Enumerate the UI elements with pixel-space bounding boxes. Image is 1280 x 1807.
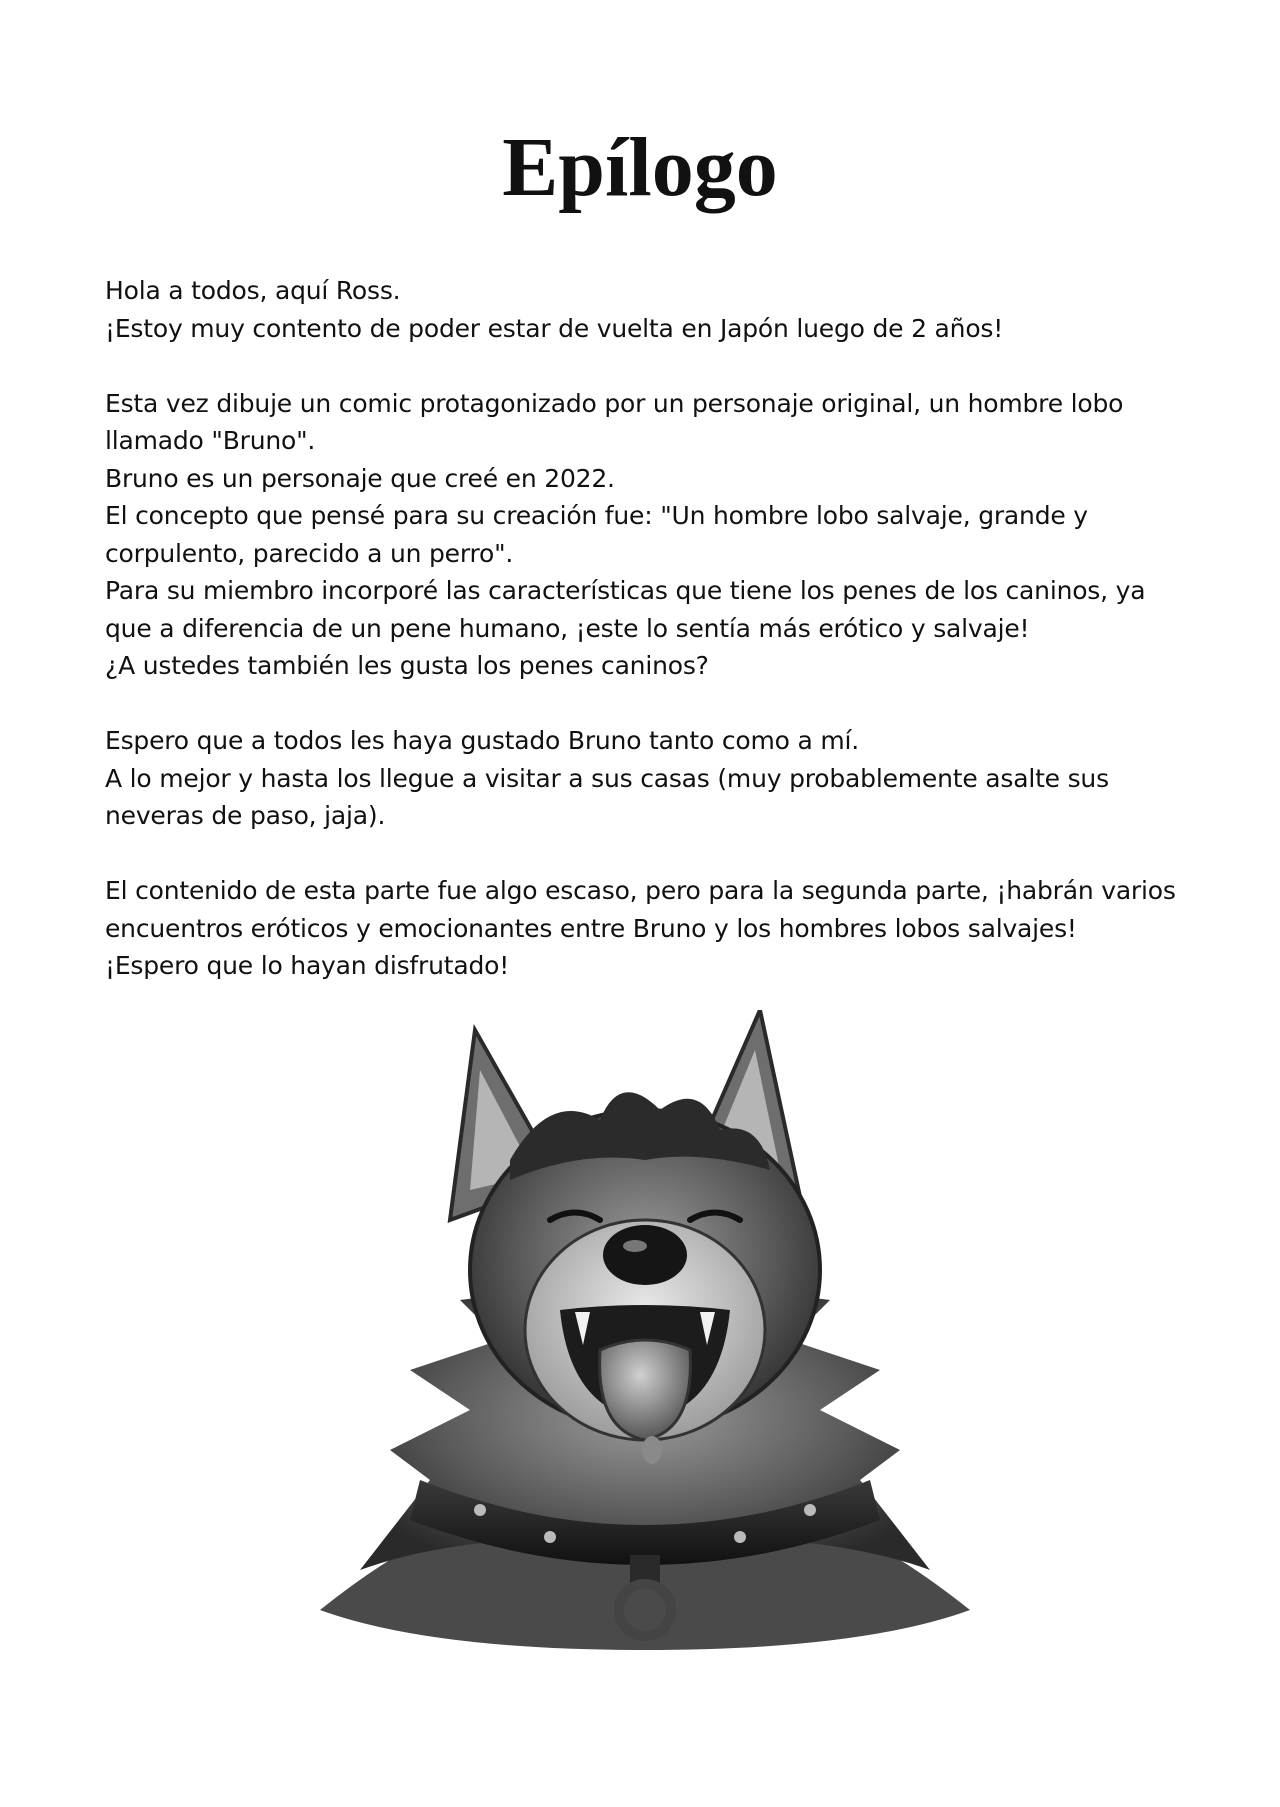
text-line: neveras de paso, jaja).	[105, 801, 386, 830]
nose	[603, 1225, 687, 1285]
text-line: Bruno es un personaje que creé en 2022.	[105, 463, 615, 493]
paragraph-greeting	[105, 272, 1195, 347]
text-line: Esta vez dibuje un comic protagonizado por un personaje original, un hombre lobo	[105, 388, 1124, 418]
wolf-portrait-illustration	[300, 1010, 990, 1700]
epilogue-body	[105, 272, 1195, 985]
text-line: ¿A ustedes también les gusta los penes caninos?	[105, 651, 709, 680]
text-line: ¡Estoy muy contento de poder estar de vuelta en Japón luego de 2 años!	[105, 313, 1004, 343]
text-line: ¡Espero que lo hayan disfrutado!	[105, 951, 510, 980]
text-line: llamado "Bruno".	[105, 426, 316, 455]
paragraph-hope	[105, 722, 1195, 835]
paragraph-closing	[105, 872, 1195, 985]
text-line: Hola a todos, aquí Ross.	[105, 276, 401, 305]
text-line: A lo mejor y hasta los llegue a visitar a sus casas (muy probablemente asalte sus	[105, 763, 1109, 793]
text-line: Espero que a todos les haya gustado Bruno tanto como a mí.	[105, 726, 860, 755]
text-line: encuentros eróticos y emocionantes entre Bruno y los hombres lobos salvajes!	[105, 913, 1077, 943]
text-line: Para su miembro incorporé las características que tiene los penes de los caninos, ya	[105, 576, 1146, 605]
paragraph-character	[105, 385, 1195, 685]
text-line: corpulento, parecido a un perro".	[105, 538, 514, 568]
text-line: que a diferencia de un pene humano, ¡este lo sentía más erótico y salvaje!	[105, 613, 1030, 643]
text-line: El contenido de esta parte fue algo escaso, pero para la segunda parte, ¡habrán varios	[105, 876, 1176, 905]
text-line: El concepto que pensé para su creación fue: "Un hombre lobo salvaje, grande y	[105, 501, 1088, 530]
page-title: Epílogo	[502, 121, 778, 214]
